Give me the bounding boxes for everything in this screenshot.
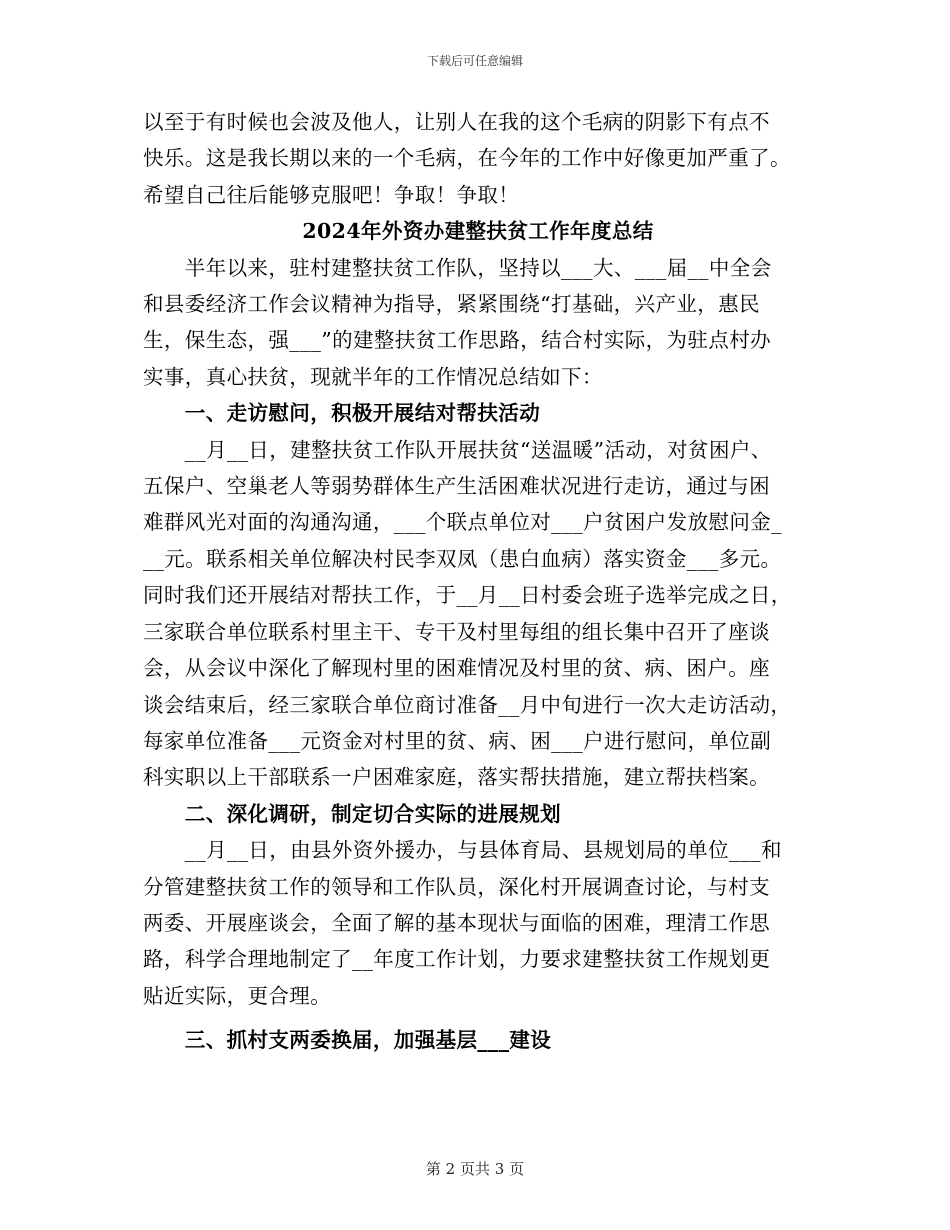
body-line: 半年以来，驻村建整扶贫工作队，坚持以___大、___届__中全会 <box>143 255 772 280</box>
body-line: 三家联合单位联系村里主干、专干及村里每组的组长集中召开了座谈 <box>143 619 770 644</box>
body-line: 谈会结束后，经三家联合单位商讨准备__月中旬进行一次大走访活动， <box>143 692 792 717</box>
body-line: 会，从会议中深化了解现村里的困难情况及村里的贫、病、困户。座 <box>143 656 770 681</box>
section-heading-3: 三、抓村支两委换届，加强基层___建设 <box>143 1028 552 1053</box>
body-line: 难群风光对面的沟通沟通，___个联点单位对___户贫困户发放慰问金_ <box>143 510 782 535</box>
body-line: 每家单位准备___元资金对村里的贫、病、困___户进行慰问，单位副 <box>143 728 772 753</box>
body-line: __月__日，由县外资外援办，与县体育局、县规划局的单位___和 <box>143 838 782 863</box>
body-line: 分管建整扶贫工作的领导和工作队员，深化村开展调查讨论，与村支 <box>143 874 770 899</box>
body-line: __元。联系相关单位解决村民李双凤（患白血病）落实资金___多元。 <box>143 546 782 571</box>
body-line: 希望自己往后能够克服吧！争取！争取！ <box>143 182 520 207</box>
body-line: 和县委经济工作会议精神为指导，紧紧围绕“打基础，兴产业，惠民 <box>143 292 760 317</box>
page-footer: 第 2 页共 3 页 <box>425 1160 525 1178</box>
document-body <box>143 104 813 1059</box>
body-line: 快乐。这是我长期以来的一个毛病，在今年的工作中好像更加严重了。 <box>143 146 791 171</box>
body-line: 实事，真心扶贫，现就半年的工作情况总结如下： <box>143 364 603 389</box>
body-line: 路，科学合理地制定了__年度工作计划，力要求建整扶贫工作规划更 <box>143 947 771 972</box>
body-line: 科实职以上干部联系一户困难家庭，落实帮扶措施，建立帮扶档案。 <box>143 765 770 790</box>
document-title: 2024年外资办建整扶贫工作年度总结 <box>302 219 654 244</box>
body-line: 同时我们还开展结对帮扶工作，于__月__日村委会班子选举完成之日， <box>143 583 792 608</box>
body-line: 两委、开展座谈会，全面了解的基本现状与面临的困难，理清工作思 <box>143 910 770 935</box>
body-line: 生，保生态，强___”的建整扶贫工作思路，结合村实际，为驻点村办 <box>143 328 772 353</box>
section-heading-1: 一、走访慰问，积极开展结对帮扶活动 <box>143 401 541 426</box>
body-line: 贴近实际，更合理。 <box>143 983 332 1008</box>
body-line: 五保户、空巢老人等弱势群体生产生活困难状况进行走访，通过与困 <box>143 474 770 499</box>
body-line: 以至于有时候也会波及他人，让别人在我的这个毛病的阴影下有点不 <box>143 110 770 134</box>
body-line: __月__日，建整扶贫工作队开展扶贫“送温暖”活动，对贫困户、 <box>143 437 772 462</box>
page-header: 下载后可任意编辑 <box>426 54 523 68</box>
section-heading-2: 二、深化调研，制定切合实际的进展规划 <box>143 801 561 826</box>
